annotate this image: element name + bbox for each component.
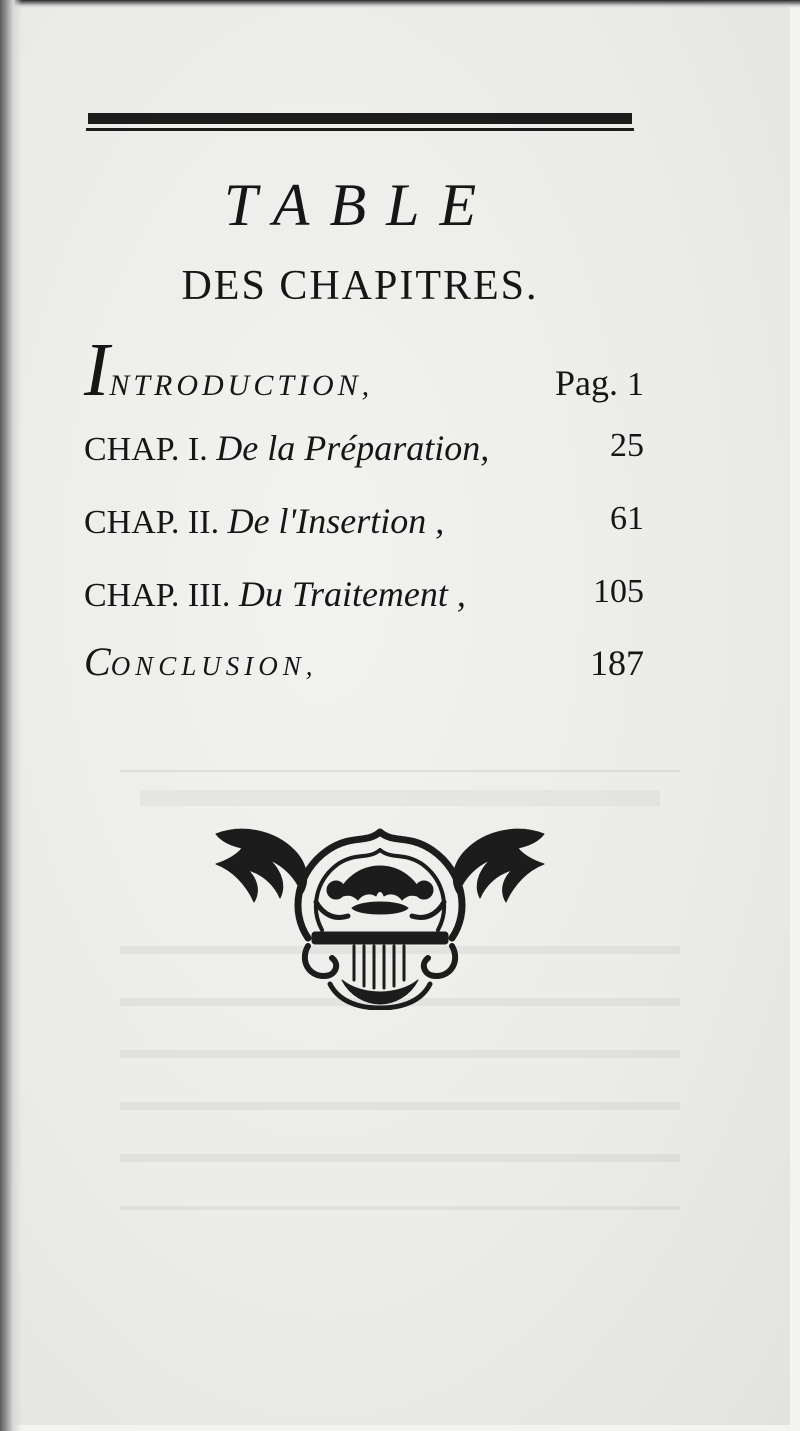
toc-entry-page-label: Pag. bbox=[555, 363, 627, 403]
page-subtitle: DES CHAPITRES. bbox=[181, 263, 539, 309]
toc-entry-introduction bbox=[84, 328, 644, 412]
toc-entry-initial: C bbox=[84, 639, 111, 684]
toc-entry-conclusion bbox=[84, 638, 644, 696]
page-edge-top bbox=[0, 0, 800, 8]
acanthus-cartouche-ornament-icon bbox=[212, 820, 548, 1010]
toc-entry-chapter-1 bbox=[84, 427, 644, 485]
toc-entry-label: CHAP. I. bbox=[84, 431, 217, 468]
toc-entry-title: De la Préparation, bbox=[216, 428, 490, 468]
double-rule-top bbox=[88, 113, 632, 124]
double-rule-bottom bbox=[86, 128, 634, 131]
toc-entry-label: ONCLUSION, bbox=[110, 651, 318, 681]
toc-entry-page-number: 25 bbox=[610, 427, 644, 464]
toc-entry-page-number: 1 bbox=[627, 366, 644, 403]
page-title: TABLE bbox=[223, 172, 497, 238]
toc-entry-title: Du Traitement , bbox=[238, 574, 466, 614]
toc-entry-chapter-2 bbox=[84, 500, 644, 558]
page-edge-left bbox=[0, 0, 22, 1431]
toc-entry-page-number: 187 bbox=[590, 643, 644, 683]
toc-entry-title: De l'Insertion , bbox=[227, 501, 445, 541]
toc-entry-initial: I bbox=[84, 328, 110, 412]
toc-entry-page-number: 105 bbox=[593, 573, 644, 610]
toc-entry-page-number: 61 bbox=[610, 500, 644, 537]
toc-entry-label: NTRODUCTION, bbox=[109, 369, 374, 402]
toc-entry-label: CHAP. II. bbox=[84, 504, 228, 541]
toc-entry-label: CHAP. III. bbox=[84, 577, 239, 614]
toc-entry-chapter-3 bbox=[84, 573, 644, 631]
